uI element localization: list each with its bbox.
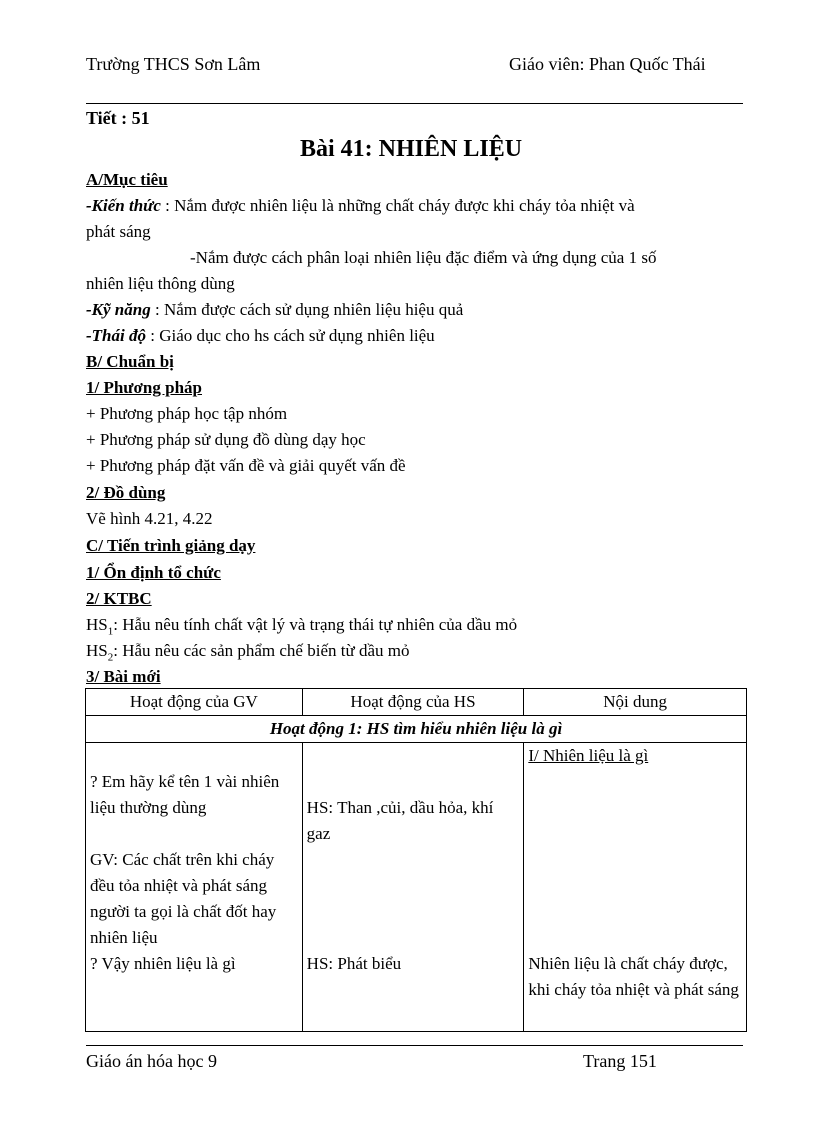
school-name: Trường THCS Sơn Lâm — [86, 54, 261, 74]
gv-cell — [86, 743, 303, 1032]
activity-1-title: Hoạt động 1: HS tìm hiểu nhiên liệu là gì — [86, 716, 747, 743]
step-3-heading: 3/ Bài mới — [86, 667, 161, 686]
hs1-sub: 1 — [107, 625, 114, 638]
methods-heading: 1/ Phương pháp — [86, 378, 202, 397]
skill-line — [86, 297, 463, 323]
content-cell — [524, 743, 747, 1032]
footer-book: Giáo án hóa học 9 — [86, 1051, 217, 1071]
hs2-sub: 2 — [107, 651, 114, 664]
col-header-gv: Hoạt động của GV — [86, 689, 303, 716]
page-title: Bài 41: NHIÊN LIỆU — [300, 136, 523, 162]
hs1-label: HS — [86, 615, 108, 634]
section-c-heading: C/ Tiến trình giảng dạy — [86, 536, 256, 555]
step-2-heading: 2/ KTBC — [86, 589, 152, 608]
attitude-text: : Giáo dục cho hs cách sử dụng nhiên liệu — [145, 326, 435, 345]
hs-cell — [302, 743, 524, 1032]
knowledge-line-4: nhiên liệu thông dùng — [86, 274, 235, 293]
knowledge-text-1: : Nắm được nhiên liệu là những chất cháy được khi cháy tỏa nhiệt và — [160, 196, 635, 215]
knowledge-line-3: -Nắm được cách phân loại nhiên liệu đặc điểm và ứng dụng của 1 số — [190, 248, 657, 267]
hs2-label: HS — [86, 641, 108, 660]
col-header-hs: Hoạt động của HS — [302, 689, 524, 716]
table-header-row — [86, 689, 747, 716]
activity-row — [86, 716, 747, 743]
step-1-heading: 1/ Ổn định tổ chức — [86, 563, 221, 582]
method-item-2: + Phương pháp sử dụng đồ dùng dạy học — [86, 430, 366, 449]
table-row — [86, 743, 747, 1032]
knowledge-line-1 — [86, 193, 635, 219]
page-number: Trang 151 — [583, 1051, 657, 1071]
tools-heading: 2/ Đồ dùng — [86, 483, 166, 502]
tools-text: Vẽ hình 4.21, 4.22 — [86, 509, 213, 528]
knowledge-line-2: phát sáng — [86, 222, 151, 241]
gv-note: GV: Các chất trên khi cháy đều tỏa nhiệt và phát sáng người ta gọi là chất đốt hay nhiên liệu — [90, 850, 277, 947]
hs2-text: : Hẫu nêu các sản phẩm chế biến từ dầu mỏ — [113, 641, 410, 660]
col-header-content: Nội dung — [524, 689, 747, 716]
hs-answer-2: HS: Phát biểu — [306, 954, 402, 973]
attitude-line — [86, 323, 435, 349]
section-b-heading: B/ Chuẩn bị — [86, 352, 174, 371]
content-heading: I/ Nhiên liệu là gì — [528, 746, 649, 765]
gv-question-1: ? Em hãy kể tên 1 vài nhiên liệu thường dùng — [90, 772, 280, 817]
hs-answer-1: HS: Than ,củi, dầu hỏa, khí gaz — [306, 798, 494, 843]
footer-divider — [86, 1045, 743, 1046]
content-text: Nhiên liệu là chất cháy được, khi cháy tỏa nhiệt và phát sáng — [528, 954, 739, 999]
hs1-text: : Hẫu nêu tính chất vật lý và trạng thái tự nhiên của dầu mỏ — [113, 615, 518, 634]
activity-table — [85, 688, 747, 1032]
section-a-heading: A/Mục tiêu — [86, 170, 168, 189]
method-item-1: + Phương pháp học tập nhóm — [86, 404, 288, 423]
method-item-3: + Phương pháp đặt vấn đề và giải quyết vấn đề — [86, 456, 406, 475]
skill-label: -Kỹ năng — [86, 300, 151, 319]
teacher-name: Giáo viên: Phan Quốc Thái — [509, 54, 706, 74]
attitude-label: -Thái độ — [86, 326, 146, 345]
gv-question-2: ? Vậy nhiên liệu là gì — [90, 954, 236, 973]
knowledge-label: -Kiến thức — [86, 196, 161, 215]
header-divider — [86, 103, 743, 104]
period-label: Tiết : 51 — [86, 108, 150, 128]
skill-text: : Nắm được cách sử dụng nhiên liệu hiệu quả — [150, 300, 464, 319]
